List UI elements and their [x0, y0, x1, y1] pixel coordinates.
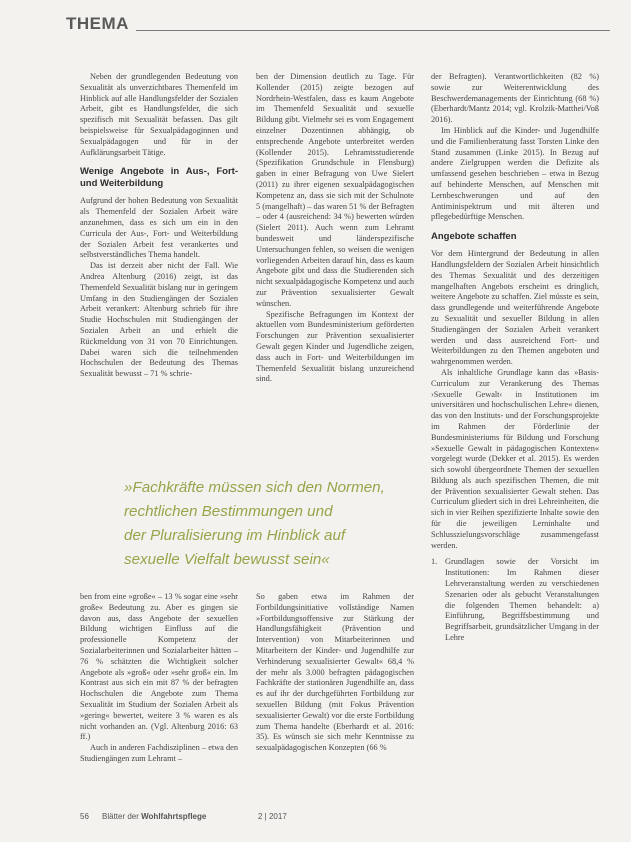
section-title: THEMA	[66, 14, 129, 33]
paragraph: Auch in anderen Fachdisziplinen – etwa den Studiengängen zum Lehramt –	[80, 743, 238, 763]
publication-name	[102, 812, 206, 821]
header-rule	[136, 30, 610, 31]
quote-line: rechtlichen Bestimmungen und	[124, 503, 333, 520]
subheading: Angebote schaffen	[431, 231, 517, 243]
issue-number: 2 | 2017	[258, 812, 287, 821]
list-number: 1.	[431, 557, 438, 567]
pull-quote	[124, 476, 414, 572]
paragraph: So gaben etwa im Rahmen der Fortbildungsinitiative vollständige Namen »Fortbildungsoffensive zur Stärkung der Handlungsfähigkeit (Prävention und Intervention) von Mitarbeiterinnen und Mitarbeitern der Kinder- und Jugendhilfe zur Verhinderung sexualisierter Gewalt« 68,4 % der mehr als 3.000 befragten pädagogischen Fachkräfte der stationären Jugendhilfe an, dass es auf ihr der durchgeführten Fortbildung zur sexuellen Bildung (mit Fokus Prävention sexualisierter Gewalt) vor die erste Fortbildung zum Thema handelte (Eberhardt et al. 2016: 35). Es wünsch sie sich mehr Kenntnisse zu sexualpädagogischen Konzepten (66 %	[256, 592, 414, 753]
paragraph: Vor dem Hintergrund der Bedeutung in allen Handlungsfeldern der Sozialen Arbeit hinsichtlich des Themas Sexualität und des derzeitigen mangelhaften Angebots erscheint es dringlich, weitere Angebote zu schaffen. Ziel müsste es sein, dass grundlegende und weiterführende Angebote zu Sexualität und sexueller Bildung in allen Studiengängen der Sozialen Arbeit verankert werden und dass ausreichend Fort- und Weiterbildungen zu den Themen angeboten und wahrgenommen werden.	[431, 249, 599, 367]
paragraph: der Befragten). Verantwortlichkeiten (82 %) sowie zur Weiterentwicklung des Beschwerdemanagements der Einrichtung (68 %) (Eberhardt/Mantz 2014; vgl. Krolzik-Matthei/Voß 2016).	[431, 72, 599, 125]
quote-line: sexuelle Vielfalt bewusst sein«	[124, 551, 330, 568]
paragraph: Aufgrund der hohen Bedeutung von Sexualität als Themenfeld der Sozialen Arbeit wäre anzunehmen, dass es sich um ein in den Curricula der Aus-, Fort- und Weiterbildung der Sozialen Arbeit fest verankertes und selbstverständliches Thema handelt.	[80, 196, 238, 260]
column-1-top	[80, 72, 238, 380]
column-2-top	[256, 72, 414, 385]
column-1-bottom	[80, 592, 238, 765]
paragraph: Als inhaltliche Grundlage kann das »Basis-Curriculum zur Verankerung des Themas ›Sexuelle Gewalt‹ in Institutionen im universitären und hochschulischen Lehre« dienen, das von den Instituts- und der Forschungsprojekte im Rahmen der Förderlinie der Bundesministeriums für Bildung und Forschung »Sexuelle Gewalt in pädagogischen Kontexten« vorgelegt wurde (Dekker et al. 2015). Es werden sich sowohl übergeordnete Themen der sexuellen Bildung als auch spezifischen Themen, die mit der Prävention sexualisierter Gewalt stehen. Das Curriculum gliedert sich in drei Lehreinheiten, die sich in vier Reihen spezifizierte Inhalte sowie den für die jeweiligen Lerninhalte und Schlusszielungsvorschläge zusammengefasst werden.	[431, 367, 599, 550]
numbered-list	[431, 557, 599, 643]
list-item	[431, 557, 599, 643]
publication-prefix: Blätter der	[102, 812, 142, 821]
column-3	[431, 72, 599, 644]
list-text: Grundlagen sowie der Vorsicht im Institutionen: Im Rahmen dieser Lehrveranstaltung werden zu verschiedenen Szenarien oder als gebucht Veranstaltungen die folgenden Themen behandelt: a) Einführung, Begriffsbestimmung und Begriffsarbeit, grundsätzlicher Umgang in der Lehre	[445, 557, 599, 643]
column-2-bottom	[256, 592, 414, 754]
quote-line: der Pluralisierung im Hinblick auf	[124, 527, 346, 544]
paragraph: Spezifische Befragungen im Kontext der aktuellen vom Bundesministerium geförderten Forschungen zur Prävention sexualisierter Gewalt gegen Kinder und Jugendliche zeigen, dass auch in Fort- und Weiterbildungen im Themenfeld Sexualität bislang unzureichend sind.	[256, 309, 414, 384]
subheading: Wenige Angebote in Aus-, Fort- und Weiterbildung	[80, 166, 238, 190]
paragraph: Im Hinblick auf die Kinder- und Jugendhilfe und die Familienberatung fasst Torsten Linke den Stand zusammen (Linke 2015). In Bezug auf andere Zielgruppen werden die Defizite als umfassend gesehen beschrieben – etwa in Bezug auf behinderte Menschen, auf Menschen mit Lernbeschwerungen und auf den Antiminispektrum und mit älteren und pflegebedürftige Menschen.	[431, 125, 599, 222]
paragraph: ben from eine »große« – 13 % sogar eine »sehr große« Bedeutung zu. Aber es gingen sie davon aus, dass Angebote der sexuellen Bildung wichtigen Einfluss auf die professionelle Kompetenz der Sozialarbeiterinnen und Sozialarbeiter hätten – 76 % schätzten die Wichtigkeit solcher Angebote als »groß« oder »sehr groß« ein. Im Kontrast aus sich ein mit 87 % der befragten Hochschulen die Angebote zum Thema Sexualität im Studium der Sozialen Arbeit als »gering« bewertet, weitere 3 % waren es als nicht vorhanden an. (Vgl. Altenburg 2016: 63 ff.)	[80, 592, 238, 742]
paragraph: ben der Dimension deutlich zu Tage. Für Kollender (2015) zeigte bezogen auf Nordrhein-Westfalen, dass es kaum Angebote im Themenfeld Sexualität und sexuelle Bildung gibt. Vielmehr sei es vom Engagement einzelner Dozentinnen abhängig, ob entsprechende Angebote unterbreitet werden (Kollender 2015). Lehramtsstudierende (Spezifikation Grundschule in Flensburg) gaben in einer Befragung von Uwe Sielert (2011) zu ihrer eigenen sexualpädagogischen Kompetenz an, dass sie sich mit der Schulnote 5 (mangelhaft) – das waren 51 % der Befragten – oder 4 (ausreichend: 34 %) bewerten würden (Sielert 2011). Auch wenn zum Lehramt bundesweit und länderspezifische Untersuchungen fehlen, so weisen die wenigen vorliegenden Arbeiten darauf hin, dass es kaum Angebote gibt und dass die Studierenden sich nicht sexualpädagogische Kompetenz und auch zur Prävention sexualisierter Gewalt wünschen.	[256, 72, 414, 308]
paragraph: Neben der grundlegenden Bedeutung von Sexualität als unverzichtbares Themenfeld im Hinblick auf alle Handlungsfelder der Sozialen Arbeit, gibt es Handlungsfelder, die sich spezifisch mit Sexualität befassen. Das gilt beispielsweise für Sexualpädagoginnen und Sexualpädagogen und für in der Aufklärungsarbeit Tätige.	[80, 72, 238, 157]
paragraph: Das ist derzeit aber nicht der Fall. Wie Andrea Altenburg (2016) zeigt, ist das Themenfeld Sexualität bislang nur in geringem Umfang in den Studiengängen der Sozialen Arbeit verankert: Altenburg schrieb für ihre Studie Hochschulen mit Studiengängen der Sozialen Arbeit an und erhielt die Rückmeldung von 31 von 70 Einrichtungen. Dabei waren sich die teilnehmenden Hochschulen der Bedeutung des Themas Sexualität bewusst – 71 % schrie-	[80, 261, 238, 379]
page-number: 56	[80, 812, 89, 821]
publication-bold: Wohlfahrtspflege	[141, 812, 207, 821]
quote-line: »Fachkräfte müssen sich den Normen,	[124, 479, 385, 496]
